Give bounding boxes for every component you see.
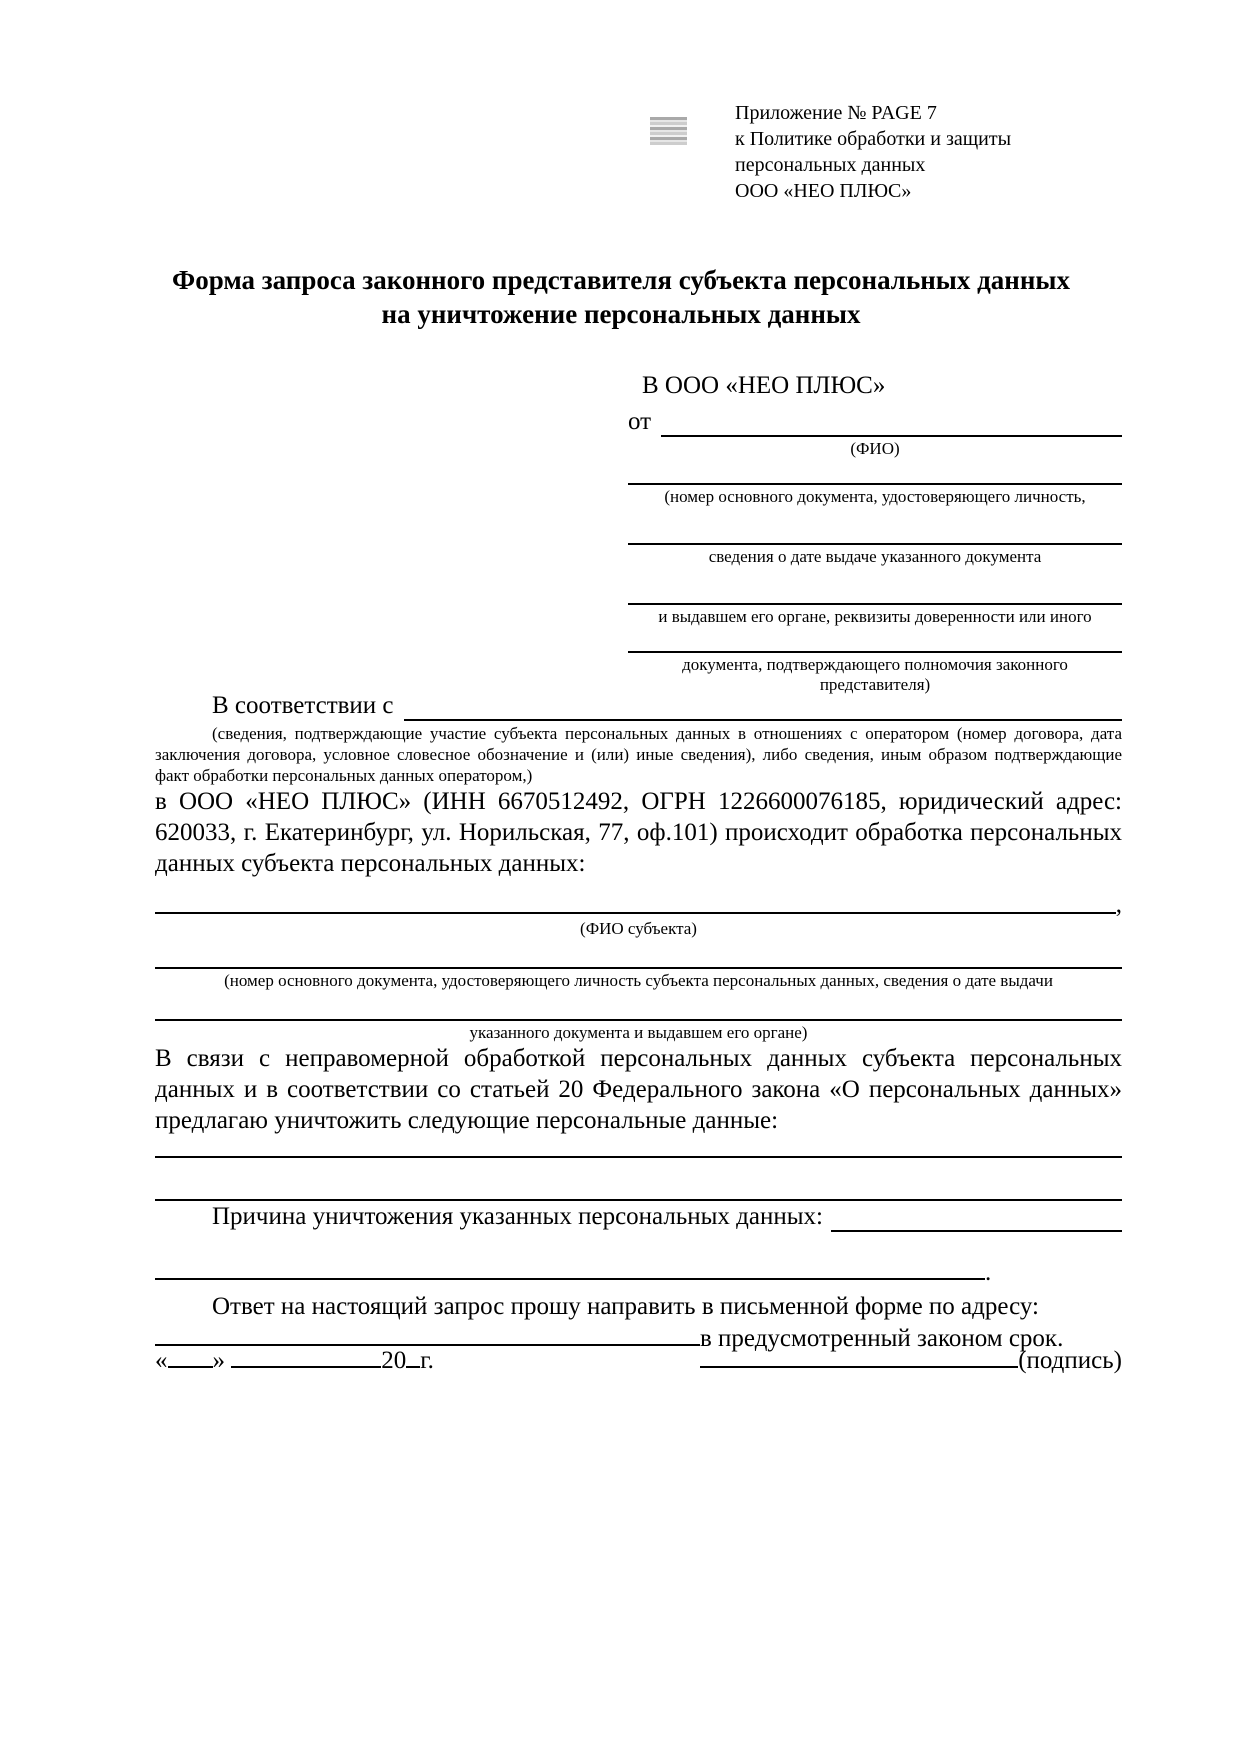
date-close-quote: » bbox=[212, 1347, 225, 1374]
date-day-blank bbox=[168, 1346, 213, 1368]
subject-fio-suffix: , bbox=[1115, 891, 1122, 918]
subject-issuer-blank-line bbox=[155, 1019, 1122, 1021]
accordance-lead: В соответствии с bbox=[212, 692, 394, 719]
subject-issuer-caption: указанного документа и выдавшем его органе) bbox=[469, 1023, 808, 1042]
addressee-block bbox=[628, 370, 1122, 695]
blank-line-doc-number bbox=[628, 483, 1122, 485]
signature-blank-line bbox=[700, 1346, 1018, 1368]
reply-address-blank-line bbox=[155, 1322, 700, 1346]
policy-line-2: персональных данных bbox=[735, 154, 926, 176]
document-title-line2: на уничтожение персональных данных bbox=[381, 299, 861, 329]
body-block bbox=[155, 690, 1122, 1354]
subject-doc-caption: (номер основного документа, удостоверяющего личность субъекта персональных данных, сведения о дате выдачи bbox=[224, 971, 1053, 990]
document-title-line1: Форма запроса законного представителя субъекта персональных данных bbox=[172, 265, 1070, 295]
field-caption-issue-date: сведения о дате выдаче указанного документа bbox=[708, 547, 1042, 566]
from-label: от bbox=[628, 408, 652, 435]
field-caption-authority: документа, подтверждающего полномочия законного представителя) bbox=[682, 655, 1068, 694]
reply-lead: Ответ на настоящий запрос прошу направить в письменной форме по адресу: bbox=[212, 1293, 1039, 1320]
subject-fio-blank-line bbox=[155, 912, 1116, 914]
data-blank-line-1 bbox=[155, 1156, 1122, 1158]
field-caption-fio: (ФИО) bbox=[850, 439, 900, 458]
subject-fio-field bbox=[155, 892, 1122, 917]
appendix-line: Приложение № PAGE 7 bbox=[735, 102, 937, 124]
date-year: 20 bbox=[381, 1347, 407, 1374]
subject-fio-caption: (ФИО субъекта) bbox=[580, 919, 697, 938]
reason-field bbox=[155, 1201, 1122, 1232]
accordance-blank-line bbox=[404, 690, 1122, 721]
date-year-blank bbox=[406, 1346, 420, 1368]
reason-blank-line bbox=[831, 1201, 1122, 1232]
blank-line-issue-date bbox=[628, 543, 1122, 545]
subject-doc-blank-line bbox=[155, 967, 1122, 969]
blank-line-issuer bbox=[628, 603, 1122, 605]
date-year-suffix: г. bbox=[420, 1347, 434, 1374]
reason-lead: Причина уничтожения указанных персональных данных: bbox=[212, 1203, 823, 1230]
reason-continuation bbox=[155, 1256, 1122, 1287]
blank-line-authority bbox=[628, 651, 1122, 653]
field-caption-issuer: и выдавшем его органе, реквизиты доверенности или иного bbox=[658, 607, 1092, 626]
policy-line-1: к Политике обработки и защиты bbox=[735, 128, 1012, 150]
from-blank-line bbox=[661, 406, 1122, 437]
accordance-note: (сведения, подтверждающие участие субъекта персональных данных в отношениях с оператором (номер договора, дата заключения договора, условное словесное обозначение и (или) иные сведения), либо сведения, иным образом подтверждающие факт обработки персональных данных оператором,) bbox=[155, 724, 1122, 785]
accordance-field bbox=[155, 690, 1122, 721]
date-open-quote: « bbox=[155, 1347, 168, 1374]
from-field bbox=[628, 406, 1122, 437]
signature-field bbox=[700, 1345, 1122, 1376]
reason-line-suffix: . bbox=[985, 1259, 992, 1286]
document-title bbox=[60, 263, 1182, 331]
field-code-stripes-icon bbox=[650, 117, 687, 145]
field-caption-doc-number: (номер основного документа, удостоверяющего личность, bbox=[664, 487, 1086, 506]
reply-tail: в предусмотренный законом срок. bbox=[700, 1325, 1064, 1352]
appendix-header bbox=[735, 100, 1065, 204]
reason-blank-line-2 bbox=[155, 1256, 985, 1280]
demand-paragraph: В связи с неправомерной обработкой персональных данных субъекта персональных данных и в соответствии со статьей 20 Федерального закона «О персональных данных» предлагаю уничтожить следующие персональные данные: bbox=[155, 1045, 1122, 1134]
operator-paragraph: в ООО «НЕО ПЛЮС» (ИНН 6670512492, ОГРН 1226600076185, юридический адрес: 620033, г. Екатеринбург, ул. Норильская, 77, оф.101) происходит обработка персональных данных субъекта персональных данных: bbox=[155, 788, 1122, 877]
date-field bbox=[155, 1345, 434, 1376]
signature-caption: (подпись) bbox=[1018, 1347, 1122, 1374]
date-month-blank bbox=[231, 1346, 381, 1368]
addressee-to: В ООО «НЕО ПЛЮС» bbox=[642, 372, 886, 399]
company-name: ООО «НЕО ПЛЮС» bbox=[735, 180, 912, 202]
signature-row bbox=[155, 1345, 1122, 1376]
